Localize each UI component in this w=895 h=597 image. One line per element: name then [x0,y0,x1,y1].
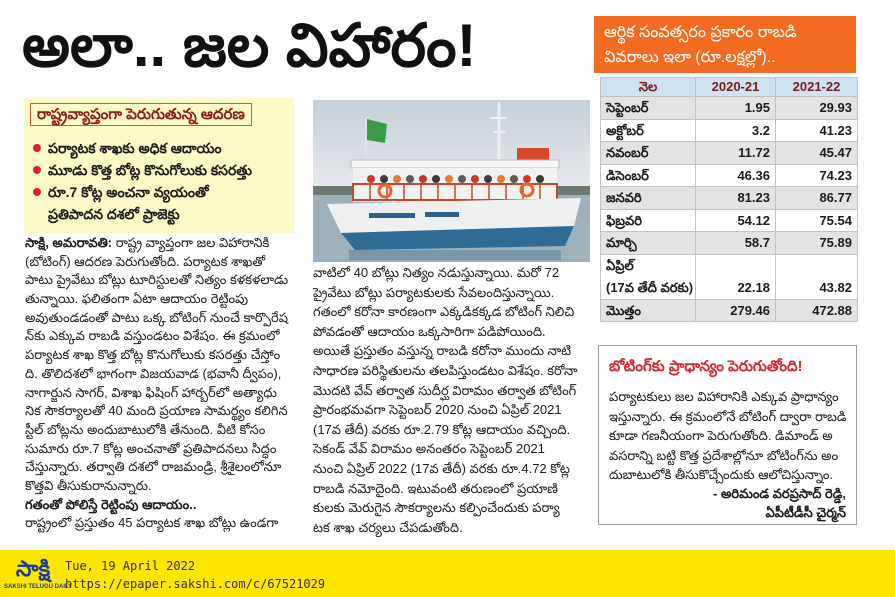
table-row [601,120,857,143]
article-line: నాగార్జున సాగర్, విశాఖ ఫిషింగ్ హార్బర్‌లో అత్యాధు [25,384,277,400]
passenger [510,175,518,183]
article-line: వాటిలో 40 బోట్లు నిత్యం నడుస్తున్నాయి. మరో 72 [313,265,560,280]
article-line: టక శాఖ చర్యలు చేపడుతోంది. [313,519,463,535]
table-title-line: ఆర్థిక సంవత్సరం ప్రకారం రాబడి [604,24,797,41]
bullet-icon [33,144,41,152]
highlight-text: పర్యాటక శాఖకు అధిక ఆదాయం [48,140,222,156]
passenger [523,175,531,183]
cell-fy2020-21: 1.95 [696,97,776,119]
cell-month: జనవరి [601,187,696,209]
passenger [380,175,388,183]
passenger [484,175,492,183]
table-row [601,97,857,120]
highlight-text: రూ.7 కోట్ల అంచనా వ్యయంతో [48,184,209,200]
wheelhouse [517,148,549,161]
cell-fy2020-21: 58.7 [696,232,776,254]
boat-photo-graphic [313,100,590,262]
article-line: కులకు మెరుగైన సౌకర్యాలను కల్పించేందుకు పర్యా [313,500,560,516]
header-fy2020-21: 2020-21 [696,78,776,96]
attribution-name: - అరిమండ వరప్రసాద్ రెడ్డి, [713,486,846,501]
article-line: సాధారణ పరిస్థితులను తలపిస్తుండటం విశేషం. కరోనా [313,362,578,378]
cell-fy2021-22: 75.54 [819,212,852,228]
cell-month: అక్టోబర్ [601,120,696,142]
quote-box [598,345,857,525]
highlights-list [32,137,290,225]
cell-fy2021-22: 45.47 [819,145,852,160]
cell-month [601,255,696,299]
logo-tagline: SAKSHI TELUGU DAILY [4,584,73,590]
article-column-2 [313,263,590,537]
sakshi-logo [4,554,73,594]
table-title-line: వివరాలు ఇలా (రూ.లక్షల్లో).. [604,49,776,66]
quote-line: ఇస్తున్నారు. ఈ క్రమంలోనే బోటింగ్ ద్వారా రాబడి [609,408,847,424]
article-line: (17వ తేదీ) వరకు రూ.2.79 కోట్ల ఆదాయం వచ్చింది. [313,421,571,437]
quote-line: కూడా గణనీయంగా పెరుగుతోంది. డిమాండ్ అ [609,428,833,443]
article-line: సెకండ్ వేవ్ విరామం అనంతరం సెప్టెంబర్ 2021 [313,441,545,457]
article-line: చేస్తున్నారు. తర్వాతి దశలో రాజమండ్రి, శ్రీశైలంలోనూ [25,459,282,475]
footer-band [0,550,895,597]
passenger [419,175,427,183]
cabin-roof [351,160,559,168]
article-line: నుంచి ఏప్రిల్ 2022 (17వ తేదీ) వరకు రూ.4.72 కోట్ల [313,460,570,476]
boat-photo [313,100,590,262]
article-text: రాష్ట్ర వ్యాప్తంగా జల విహారానికి [115,235,270,250]
cell-fy2021-22: 74.23 [819,167,852,183]
table-row [601,210,857,233]
quote-body [609,387,846,485]
table-row [601,165,857,188]
article-line: పాటు ప్రైవేటు బోట్లు టూరిస్టులతో నిత్యం కళకళలాడు [25,272,289,288]
highlight-item [32,137,290,159]
highlight-item [32,159,290,181]
article-line: తున్నాయి. ఫలితంగా ఏటా ఆదాయం రెట్టింపు [25,291,249,307]
hull-lettering [425,212,459,217]
hull-lettering [369,213,415,218]
cell-fy2021-22: 43.82 [819,279,852,295]
headline: అలా.. జల విహారం! [22,12,477,79]
table-total-row [601,300,857,323]
table-header-row [601,78,857,97]
quote-line: దుబాటులోకి తీసుకొచ్చేందుకు ఆలోచిస్తున్నాం. [609,467,834,482]
article-line: రాబడి నమోదైంది. ఇటువంటి తరుణంలో ప్రయాణి [313,480,558,496]
highlight-text: ప్రతిపాదన దశలో ప్రాజెక్టు [48,206,180,222]
cell-fy2020-21: 22.18 [696,255,776,299]
highlight-item-continued [32,203,290,225]
reflection [349,250,561,260]
table-row [601,187,857,210]
passenger [471,175,479,183]
highlights-box [24,98,294,233]
highlights-title: రాష్ట్రవ్యాప్తంగా పెరుగుతున్న ఆదరణ [30,103,252,126]
article-line [25,234,303,253]
article-line: మొదటి వేవ్ తర్వాత సుదీర్ఘ విరామం తర్వాత బోటింగ్ [313,382,577,398]
cell-fy2021-22: 29.93 [819,100,852,115]
quote-title: బోటింగ్‌కు ప్రాధాన్యం పెరుగుతోంది! [609,358,803,375]
article-line: స్టీల్ బోట్లను అందుబాటులోకి తేనుంది. వీటి కోసం [25,421,266,437]
cell-month: నవంబర్ [601,142,696,164]
article-line: ప్రైవేటు బోట్లు పర్యాటకులకు సేవలందిస్తున్నాయి. [313,284,555,300]
cell-fy2020-21: 11.72 [696,142,776,164]
article-line: న్‌కు ఎక్కువ రాబడి వస్తుండటం విశేషం. ఈ క్రమంలో [25,328,280,344]
cell-fy2020-21: 81.23 [696,187,776,209]
table-title [594,16,856,73]
header-month: నెల [601,78,696,96]
article-line: పోవడంతో ఆదాయం ఒక్కసారిగా పడిపోయింది. [313,323,546,339]
passenger [367,175,375,183]
article-line: అవుతుండడంతో పాటు ఒక్క బోటింగ్ నుంచే కార్పొరేష [25,309,288,325]
bullet-icon [33,188,41,196]
table-row [601,232,857,255]
cell-fy2021-22: 41.23 [819,122,852,138]
attribution-title: ఏపీటీడీసీ చైర్మన్ [765,505,846,520]
cell-fy2020-21: 46.36 [696,165,776,187]
passenger [393,175,401,183]
article-line: ప్రారంభమవగా సెప్టెంబర్ 2020 నుంచి ఏప్రిల్ 2021 [313,402,562,418]
article-line: అయితే ప్రస్తుతం వస్తున్న రాబడి కరోనా ముందు నాటి [313,343,572,359]
article-subheading: గతంతో పోలిస్తే రెట్టింపు ఆదాయం.. [25,496,197,512]
article-line: కొత్తవి తీసుకురానున్నారు. [25,477,152,493]
passenger [497,175,505,183]
cell-month: మార్చి [601,232,696,254]
highlight-item [32,181,290,203]
quote-line: వసరాన్ని బట్టి కొత్త ప్రదేశాల్లోనూ బోటింగ్‌ను అం [609,447,839,463]
article-line: పర్యాటక శాఖ కొత్త బోట్ల కొనుగోలుకు కసరత్తు చేస్తోం [25,347,281,363]
quote-attribution [609,484,846,522]
revenue-table [600,77,858,322]
dateline: సాక్షి, అమరావతి: [25,235,113,250]
bullet-icon [33,166,41,174]
cell-month: డిసెంబర్ [601,165,696,187]
edition-date: Tue, 19 April 2022 [65,559,196,573]
article-line: రాష్ట్రంలో ప్రస్తుతం 45 పర్యాటక శాఖ బోట్లు ఉండగా [25,515,279,531]
article-column-1 [25,234,303,533]
passenger [406,175,414,183]
cell-fy2021-22: 86.77 [819,190,852,205]
cell-fy2021-22: 75.89 [819,235,852,250]
passenger [432,175,440,183]
cell-month-name: ఏప్రిల్ [606,257,634,273]
logo-text: సాక్షి [15,556,51,581]
cell-fy2020-21: 54.12 [696,210,776,232]
total-fy2021-22: 472.88 [812,302,852,318]
article-line: గతంలో కరోనా కారణంగా ఎక్కడికక్కడ బోటింగ్ నిలిచి [313,304,575,320]
cell-fy2020-21: 3.2 [696,120,776,142]
table-row [601,142,857,165]
cell-month: సెప్టెంబర్ [601,97,696,119]
article-line: నిక సౌకర్యాలతో 40 మంది ప్రయాణ సామర్థ్యం కలిగిన [25,403,288,419]
passenger [458,175,466,183]
highlight-text: మూడు కొత్త బోట్ల కొనుగోలుకు కసరత్తు [48,162,253,178]
passenger [536,175,544,183]
total-fy2020-21: 279.46 [696,300,776,322]
quote-line: పర్యాటకులు జల విహారానికి ఎక్కువ ప్రాధాన్యం [609,389,839,404]
article-line: (బోటింగ్) ఆదరణ పెరుగుతోంది. పర్యాటక శాఖతో [25,253,266,269]
cell-month-note: (17వ తేదీ వరకు) [606,279,694,295]
total-label: మొత్తం [601,300,696,322]
cell-month: ఫిబ్రవరి [601,210,696,232]
article-line: ది. తొలిదశలో భాగంగా విజయవాడ (భవానీ ద్వీపం), [25,365,282,381]
header-fy2021-22: 2021-22 [792,79,841,94]
edition-url: https://epaper.sakshi.com/c/67521029 [65,577,326,591]
article-line: సుమారు రూ.7 కోట్ల అంచనాతో ప్రతిపాదనలు సిద్ధం [25,440,277,456]
passenger [445,175,453,183]
table-row [601,255,857,300]
